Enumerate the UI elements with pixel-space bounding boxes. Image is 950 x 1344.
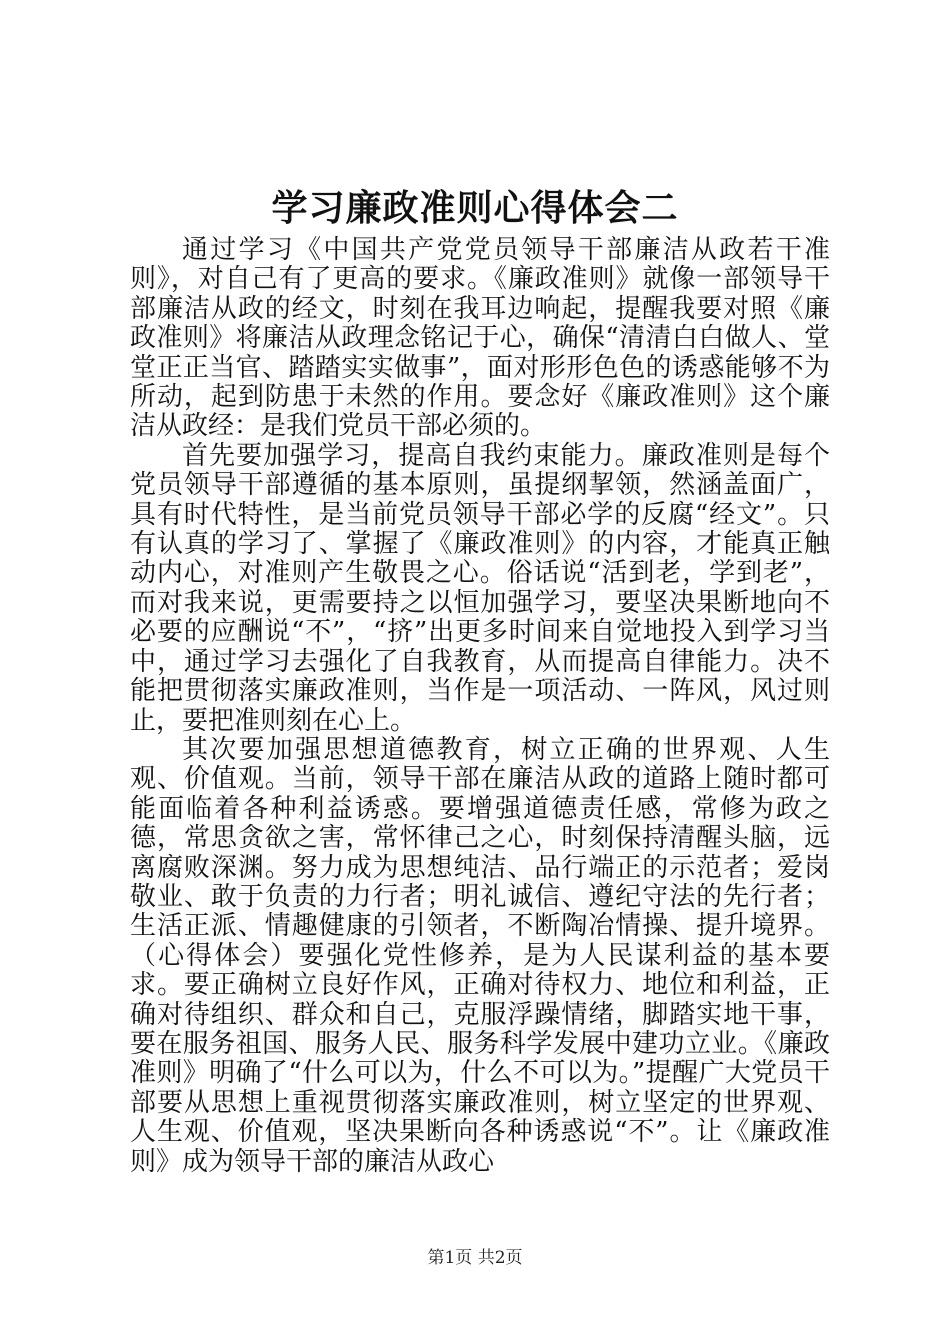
paragraph-2: 首先要加强学习，提高自我约束能力。廉政准则是每个党员领导干部遵循的基本原则，虽提纲挈领，然涵盖面广，具有时代特性，是当前党员领导干部必学的反腐“经文”。只有认真的学习了、掌握了《廉政准则》的内容，才能真正触动内心，对准则产生敬畏之心。俗话说“活到老，学到老”，而对我来说，更需要持之以恒加强学习，要坚决果断地向不必要的应酬说“不”，“挤”出更多时间来自觉地投入到学习当中，通过学习去强化了自我教育，从而提高自律能力。决不能把贯彻落实廉政准则，当作是一项活动、一阵风，风过则止，要把准则刻在心上。 (130, 440, 830, 736)
document-title: 学习廉政准则心得体会二 (271, 187, 679, 229)
document-body (130, 236, 830, 1177)
paragraph-3: 其次要加强思想道德教育，树立正确的世界观、人生观、价值观。当前，领导干部在廉洁从政的道路上随时都可能面临着各种利益诱惑。要增强道德责任感，常修为政之德，常思贪欲之害，常怀律己之心，时刻保持清醒头脑，远离腐败深渊。努力成为思想纯洁、品行端正的示范者；爱岗敬业、敢于负责的力行者；明礼诚信、遵纪守法的先行者；生活正派、情趣健康的引领者，不断陶冶情操、提升境界。（心得体会）要强化党性修养，是为人民谋利益的基本要求。要正确树立良好作风，正确对待权力、地位和利益，正确对待组织、群众和自己，克服浮躁情绪，脚踏实地干事，要在服务祖国、服务人民、服务科学发展中建功立业。《廉政准则》明确了“什么可以为，什么不可以为。”提醒广大党员干部要从思想上重视贯彻落实廉政准则，树立坚定的世界观、人生观、价值观，坚决果断向各种诱惑说“不”。让《廉政准则》成为领导干部的廉洁从政心 (130, 734, 830, 1177)
page-number-footer: 第1页 共2页 (427, 1248, 523, 1268)
paragraph-1: 通过学习《中国共产党党员领导干部廉洁从政若干准则》，对自己有了更高的要求。《廉政准则》就像一部领导干部廉洁从政的经文，时刻在我耳边响起，提醒我要对照《廉政准则》将廉洁从政理念铭记于心，确保“清清白白做人、堂堂正正当官、踏踏实实做事”，面对形形色色的诱惑能够不为所动，起到防患于未然的作用。要念好《廉政准则》这个廉洁从政经：是我们党员干部必须的。 (130, 235, 830, 442)
